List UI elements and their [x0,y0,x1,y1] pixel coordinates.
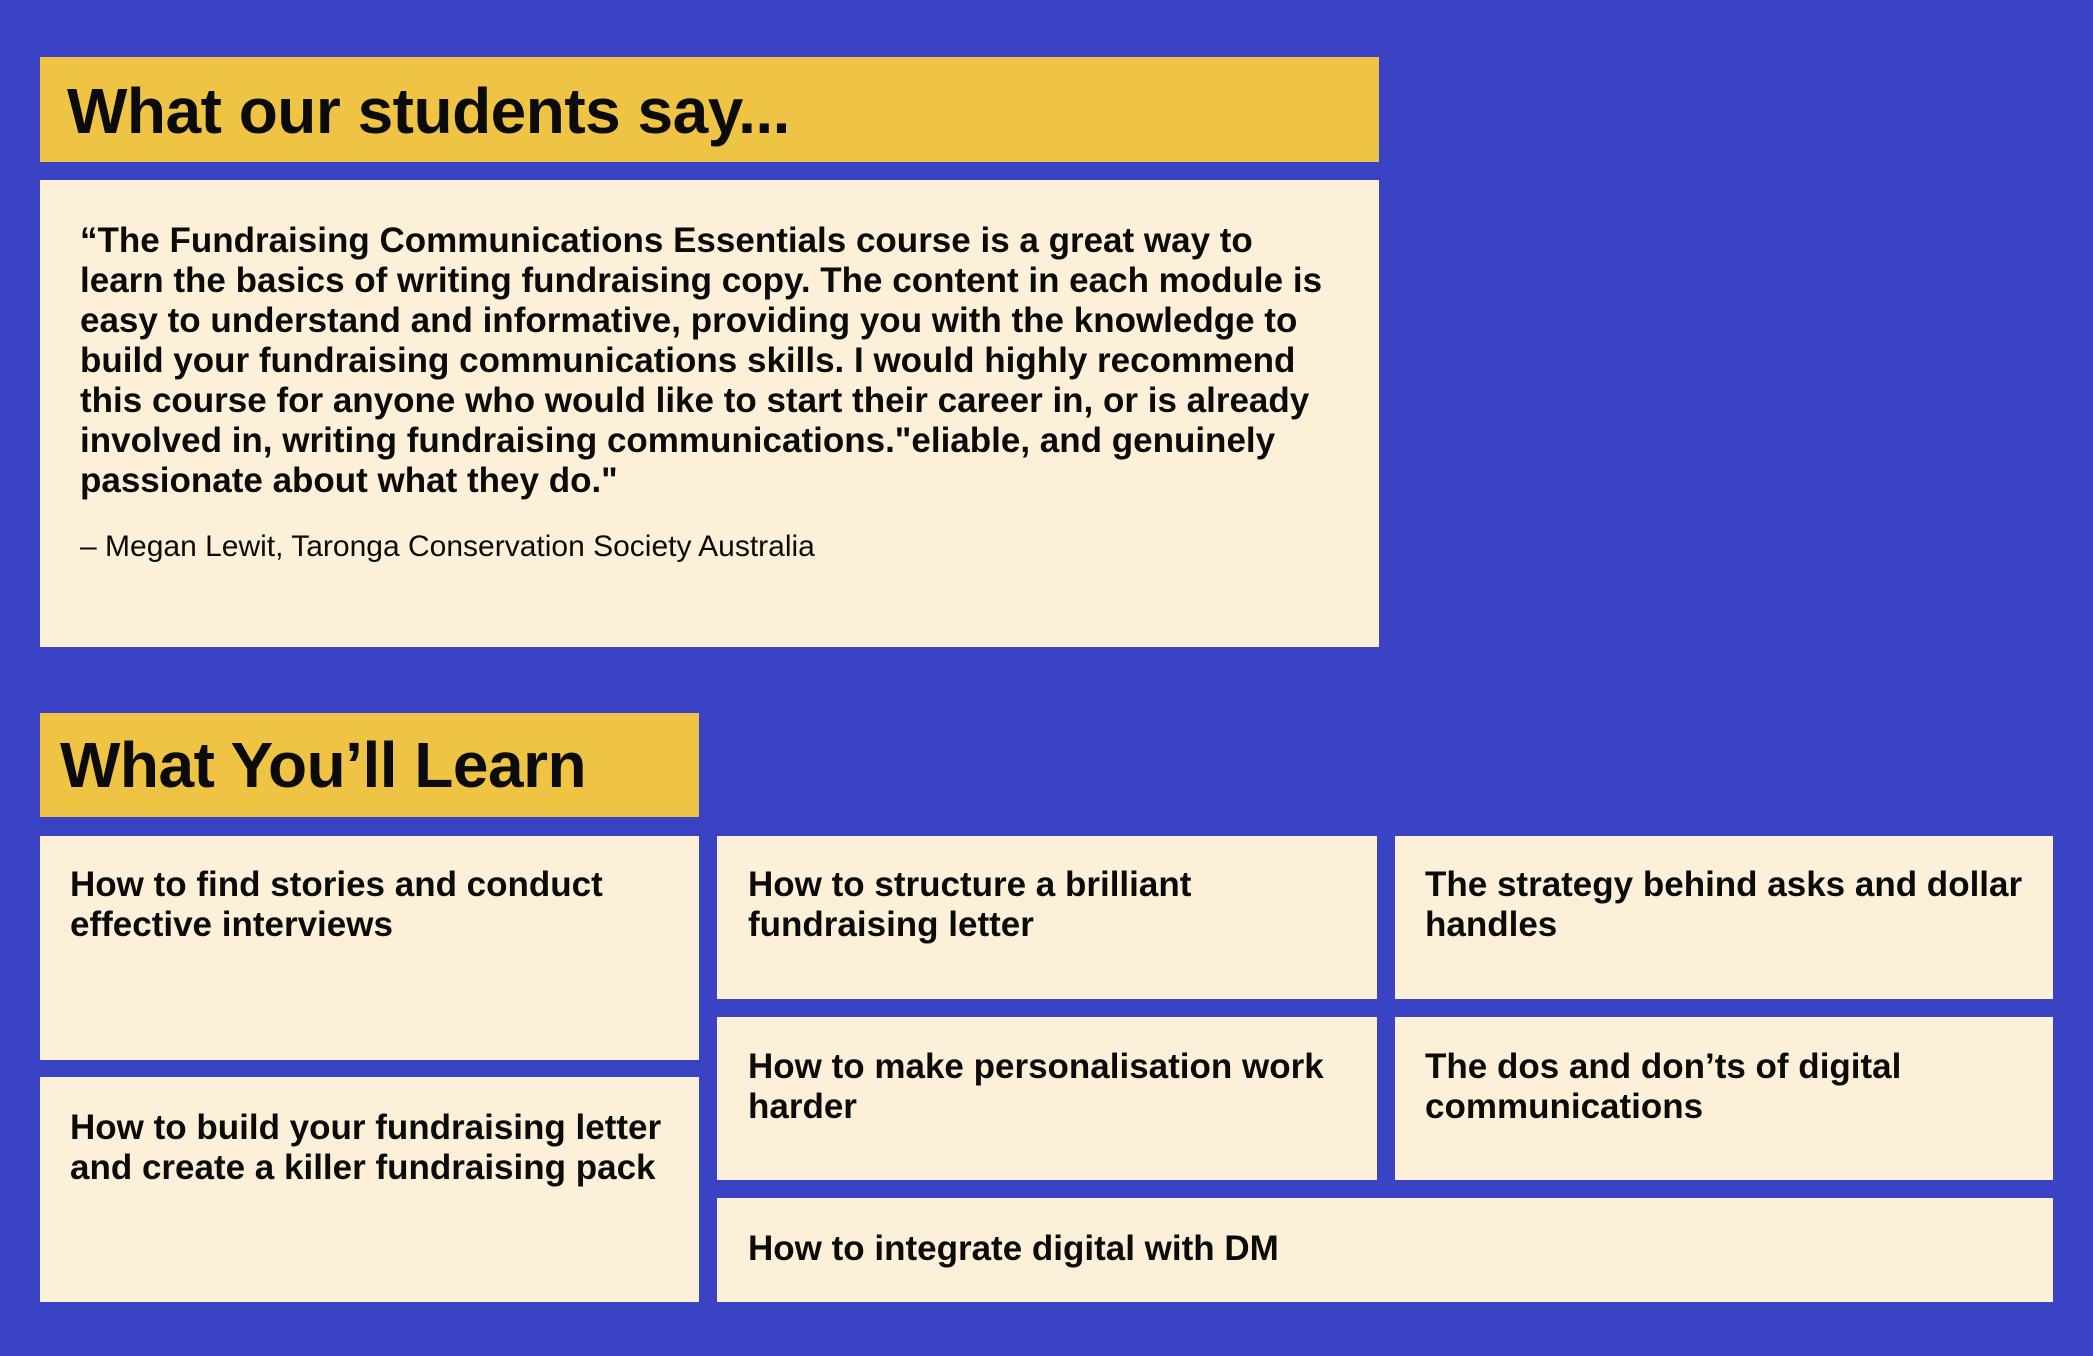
learn-card [717,1198,2053,1302]
learn-card-text: The strategy behind asks and dollar handles [1425,865,2023,944]
learn-card [1395,836,2053,999]
learn-heading: What You’ll Learn [60,729,587,801]
learn-card-text: How to build your fundraising letter and create a killer fundraising pack [70,1108,662,1187]
learn-card-text: How to integrate digital with DM [748,1229,1279,1268]
testimonials-heading-bar [40,57,1379,162]
testimonial-card [40,180,1379,647]
learn-card [40,1077,699,1302]
testimonial-quote: “The Fundraising Communications Essentials course is a great way to learn the basics of writing fundraising copy. The content in each module is easy to understand and informative, providing you with the knowledge to build your fundraising communications skills. I would highly recommend this course for anyone who would like to start their career in, or is already involved in, writing fundraising communications."eliable, and genuinely passionate about what they do." [80,221,1323,500]
testimonial-author: – Megan Lewit, Taronga Conservation Society Australia [80,530,815,563]
learn-card [717,836,1377,999]
testimonials-heading: What our students say... [67,75,790,147]
learn-card-text: How to make personalisation work harder [748,1047,1324,1126]
learn-heading-bar [40,713,699,817]
learn-card [1395,1017,2053,1180]
learn-card-text: How to structure a brilliant fundraising letter [748,865,1192,944]
learn-card [717,1017,1377,1180]
learn-card-text: How to find stories and conduct effective interviews [70,865,603,944]
learn-card [40,836,699,1060]
learn-card-text: The dos and don’ts of digital communications [1425,1047,1902,1126]
